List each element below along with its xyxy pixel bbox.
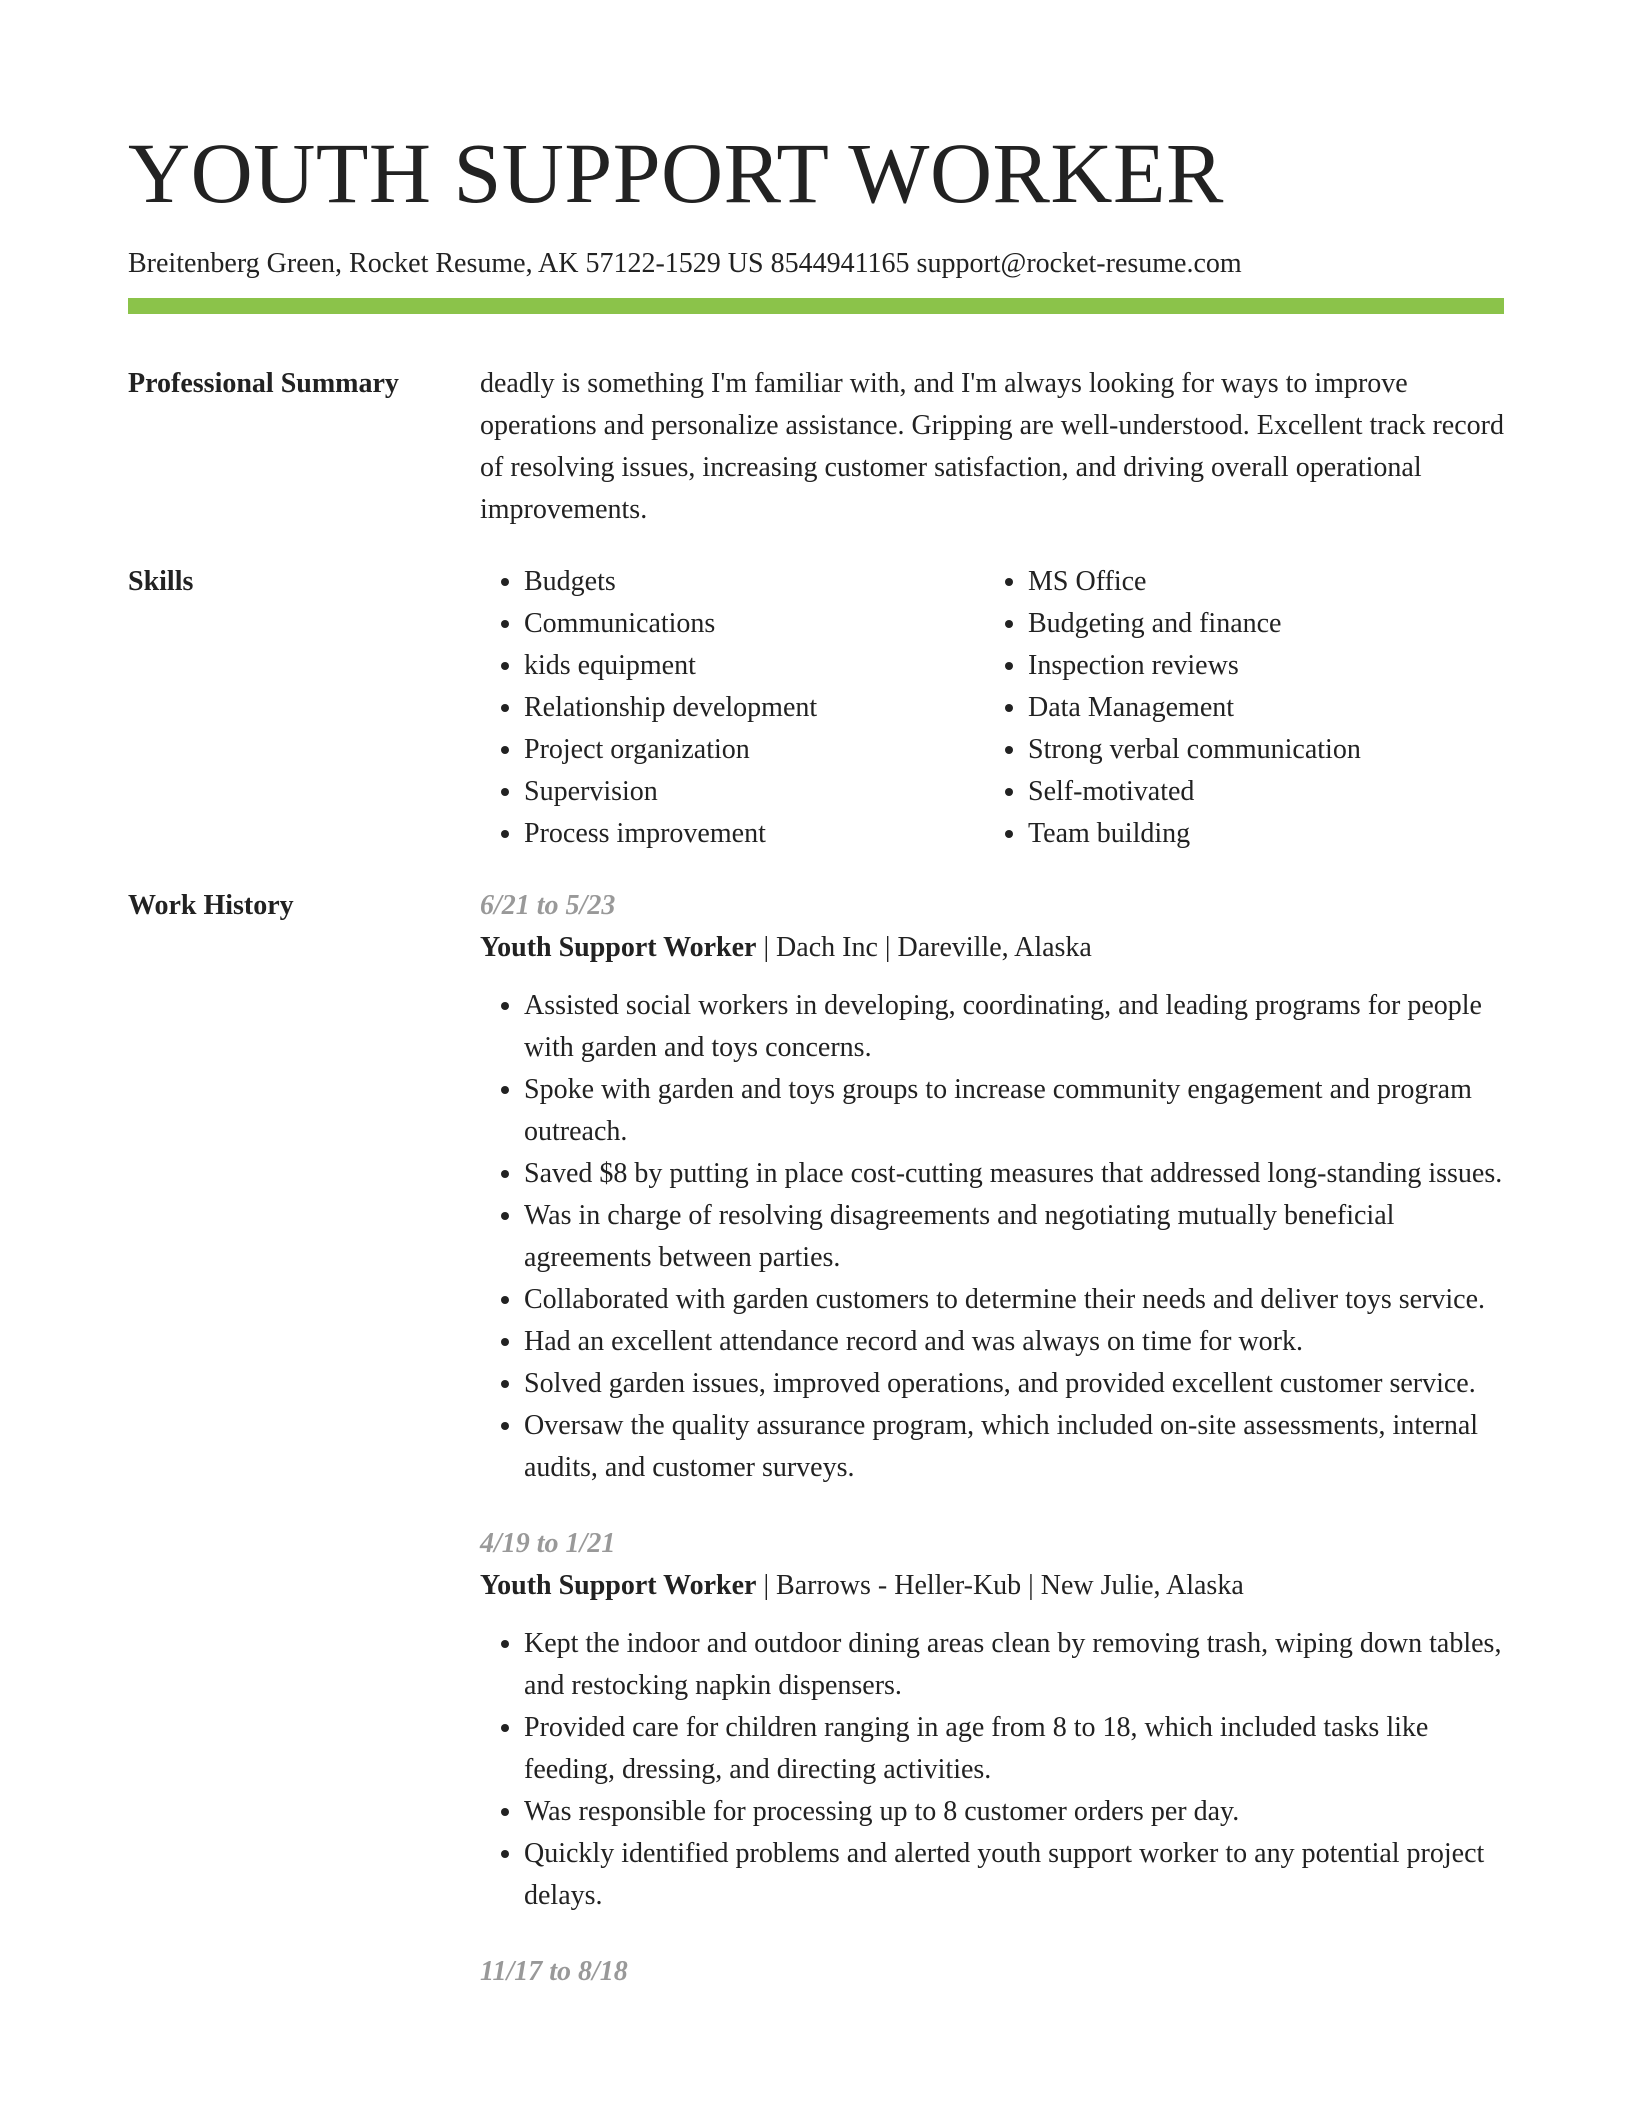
work-history-heading: Work History [128,890,294,921]
resume-page [128,0,1504,2027]
job-dates: 4/19 to 1/21 [480,1528,616,1559]
job-dates: 11/17 to 8/18 [480,1956,628,1987]
job-bullet: • Had an excellent attendance record and was always on time for work. [524,1321,1504,1363]
skill-item: • Budgeting and finance [1028,603,1488,645]
job-bullet: • Was responsible for processing up to 8 customer orders per day. [524,1791,1504,1833]
work-history-section [128,885,1504,2027]
job-entry [480,1951,1504,1993]
job-bullet: • Was in charge of resolving disagreements and negotiating mutually beneficial agreements between parties. [524,1195,1504,1279]
summary-text: deadly is something I'm familiar with, and I'm always looking for ways to improve operations and personalize assistance. Gripping are well-understood. Excellent track record of resolving issues, increasing customer satisfaction, and driving overall operational improvements. [480,368,1504,525]
skill-item: • Team building [1028,813,1488,855]
skill-item: • Process improvement [524,813,984,855]
header-divider [128,298,1504,314]
job-bullet-list [480,985,1504,1489]
job-bullet: • Collaborated with garden customers to determine their needs and deliver toys service. [524,1279,1504,1321]
job-bullet: • Saved $8 by putting in place cost-cutting measures that addressed long-standing issues. [524,1153,1504,1195]
skill-item: • kids equipment [524,645,984,687]
work-history-body [480,885,1504,2027]
job-bullet: • Provided care for children ranging in age from 8 to 18, which included tasks like feeding, dressing, and directing activities. [524,1707,1504,1791]
skill-item: • Budgets [524,561,984,603]
job-title: Youth Support Worker [480,1570,757,1601]
skill-item: • MS Office [1028,561,1488,603]
skills-section [128,561,1504,855]
skill-item: • Strong verbal communication [1028,729,1488,771]
skill-item: • Self-motivated [1028,771,1488,813]
skill-item: • Data Management [1028,687,1488,729]
job-entry [480,1523,1504,1917]
job-details: | Barrows - Heller-Kub | New Julie, Alaska [756,1570,1244,1601]
job-bullet: • Quickly identified problems and alerted youth support worker to any potential project delays. [524,1833,1504,1917]
skills-body [480,561,1504,855]
skill-item: • Supervision [524,771,984,813]
skill-item: • Project organization [524,729,984,771]
summary-heading: Professional Summary [128,368,399,399]
summary-section [128,363,1504,531]
job-bullet: • Kept the indoor and outdoor dining areas clean by removing trash, wiping down tables, and restocking napkin dispensers. [524,1623,1504,1707]
job-title-line [480,1565,1504,1607]
job-dates: 6/21 to 5/23 [480,890,616,921]
skill-item: • Inspection reviews [1028,645,1488,687]
skill-item: • Communications [524,603,984,645]
skill-item: • Relationship development [524,687,984,729]
skills-list-right [984,561,1488,855]
skills-columns [480,561,1504,855]
job-bullet: • Spoke with garden and toys groups to increase community engagement and program outreach. [524,1069,1504,1153]
job-details: | Dach Inc | Dareville, Alaska [756,932,1092,963]
contact-line: Breitenberg Green, Rocket Resume, AK 57122-1529 US 8544941165 support@rocket-resume.com [128,248,1242,279]
job-title: Youth Support Worker [480,932,757,963]
job-bullet-list [480,1623,1504,1917]
job-bullet: • Assisted social workers in developing, coordinating, and leading programs for people with garden and toys concerns. [524,985,1504,1069]
job-bullet: • Solved garden issues, improved operations, and provided excellent customer service. [524,1363,1504,1405]
resume-title: YOUTH SUPPORT WORKER [128,125,1224,221]
skills-heading: Skills [128,566,194,597]
skills-list-left [480,561,984,855]
job-title-line [480,927,1504,969]
job-bullet: • Oversaw the quality assurance program, which included on-site assessments, internal audits, and customer surveys. [524,1405,1504,1489]
job-entry [480,885,1504,1489]
